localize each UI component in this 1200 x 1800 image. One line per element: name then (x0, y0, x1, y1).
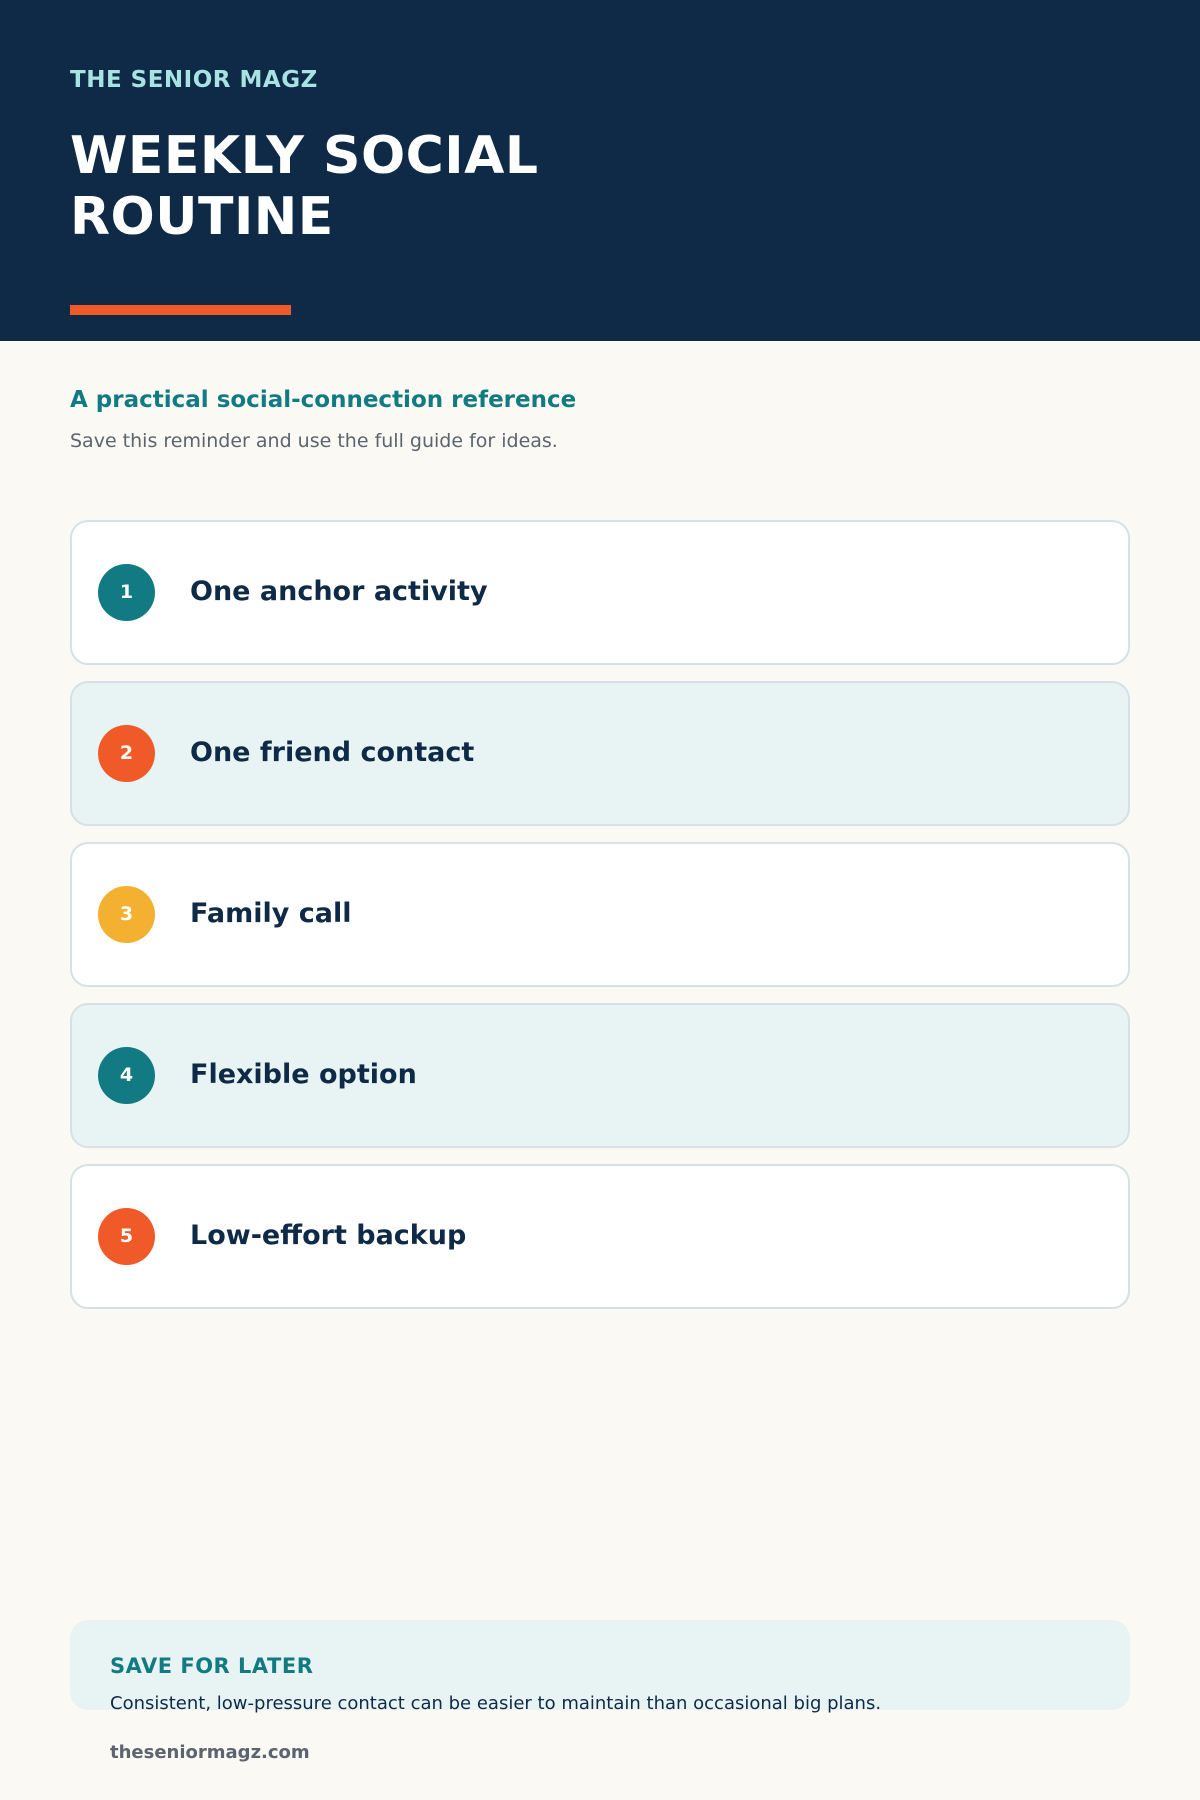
routine-list (70, 520, 1130, 1325)
brand-name: THE SENIOR MAGZ (70, 67, 318, 93)
item-number-badge: 4 (98, 1047, 155, 1104)
routine-item (70, 520, 1130, 665)
save-for-later-title: SAVE FOR LATER (110, 1654, 314, 1678)
save-for-later-text: Consistent, low-pressure contact can be easier to maintain than occasional big plans. (110, 1693, 882, 1714)
routine-item-label: One friend contact (190, 737, 475, 768)
routine-item-label: One anchor activity (190, 576, 488, 607)
routine-item (70, 681, 1130, 826)
routine-item-label: Flexible option (190, 1059, 417, 1090)
accent-divider (70, 305, 291, 315)
item-number-badge: 2 (98, 725, 155, 782)
header-banner (0, 0, 1200, 341)
item-number-badge: 5 (98, 1208, 155, 1265)
routine-item (70, 1164, 1130, 1309)
intro-text: Save this reminder and use the full guide for ideas. (70, 430, 558, 452)
routine-item (70, 1003, 1130, 1148)
routine-item-label: Low-effort backup (190, 1220, 467, 1251)
item-number-badge: 3 (98, 886, 155, 943)
website-url: theseniormagz.com (110, 1742, 310, 1763)
routine-item-label: Family call (190, 898, 352, 929)
item-number-badge: 1 (98, 564, 155, 621)
section-subtitle: A practical social-connection reference (70, 387, 577, 413)
page-title: WEEKLY SOCIAL ROUTINE (70, 126, 539, 247)
routine-item (70, 842, 1130, 987)
